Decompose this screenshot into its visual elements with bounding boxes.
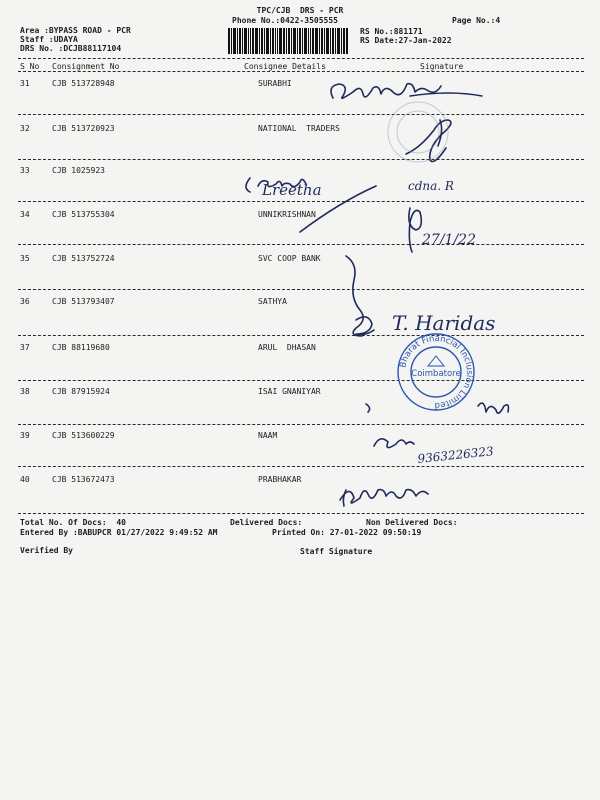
drs-number: DRS No. :DCJB88117104 [20,44,122,53]
area-label: Area :BYPASS ROAD - PCR [20,26,131,35]
row-consignment: CJB 513793407 [52,297,115,306]
row-sno: 38 [20,387,30,396]
row-consignee: PRABHAKAR [258,475,302,484]
row-sno: 34 [20,210,30,219]
row-consignment: CJB 513720923 [52,124,115,133]
signature-row-34 [409,208,421,252]
row-consignee: NAAM [258,431,278,440]
row-consignee: ARUL DHASAN [258,343,316,352]
row-consignee: SVC COOP BANK [258,254,321,263]
col-header-sno: S No [20,62,40,71]
row-consignee: SURABHI [258,79,292,88]
handwriting-row-33-initials: cdna. R [408,179,454,193]
row-sno: 31 [20,79,30,88]
row-consignee: SATHYA [258,297,287,306]
row-consignment: CJB 513600229 [52,431,115,440]
handwriting-row-36-name: T. Haridas [392,311,496,335]
row-sno: 40 [20,475,30,484]
signature-row-40 [340,490,428,503]
row-consignee: ISAI GNANIYAR [258,387,321,396]
company-stamp [398,334,474,410]
entered-by: Entered By :BABUPCR 01/27/2022 9:49:52 AM [20,528,218,537]
row-consignment: CJB 513755304 [52,210,115,219]
signature-row-31 [331,84,441,99]
row-consignment: CJB 88119680 [52,343,110,352]
signature-row-39 [374,439,414,448]
delivered-docs: Delivered Docs: [230,518,303,527]
row-consignment: CJB 513752724 [52,254,115,263]
page-number: Page No.:4 [452,16,501,25]
row-consignee: NATIONAL TRADERS [258,124,340,133]
stamp-center-text: Coimbatore [411,369,461,379]
rs-date: RS Date:27-Jan-2022 [360,36,452,45]
total-docs: Total No. Of Docs: 40 [20,518,126,527]
rs-number: RS No.:881171 [360,27,423,36]
staff-signature-label: Staff Signature [300,547,373,556]
col-header-consignment: Consignment No [52,62,120,71]
row-sno: 36 [20,297,30,306]
svg-text:Bharat Financial Inclusion Lim: Bharat Financial Inclusion Limited [398,333,475,411]
faded-stamp [388,102,448,162]
row-sno: 37 [20,343,30,352]
verified-by: Verified By [20,546,73,555]
printed-on: Printed On: 27-01-2022 09:50:19 [272,528,422,537]
handwriting-row-34-date: 27/1/22 [422,232,476,248]
signature-row-38 [478,403,509,413]
row-sno: 33 [20,166,30,175]
row-consignee: UNNIKRISHNAN [258,210,316,219]
phone-number: Phone No.:0422-3505555 [232,16,338,25]
non-delivered-docs: Non Delivered Docs: [366,518,458,527]
doc-title: TPC/CJB DRS - PCR [256,6,344,15]
row-consignment: CJB 1025923 [52,166,105,175]
row-sno: 32 [20,124,30,133]
row-sno: 39 [20,431,30,440]
signature-row-32 [406,120,451,162]
col-header-consignee: Consignee Details [244,62,326,71]
row-consignment: CJB 87915924 [52,387,110,396]
staff-label: Staff :UDAYA [20,35,78,44]
col-header-signature: Signature [420,62,464,71]
row-consignment: CJB 513728948 [52,79,115,88]
handwriting-row-39-phone: 9363226323 [416,444,495,466]
row-consignment: CJB 513672473 [52,475,115,484]
handwriting-row-33-name: Lreetha [262,181,322,199]
row-sno: 35 [20,254,30,263]
signature-row-35 [346,256,363,336]
